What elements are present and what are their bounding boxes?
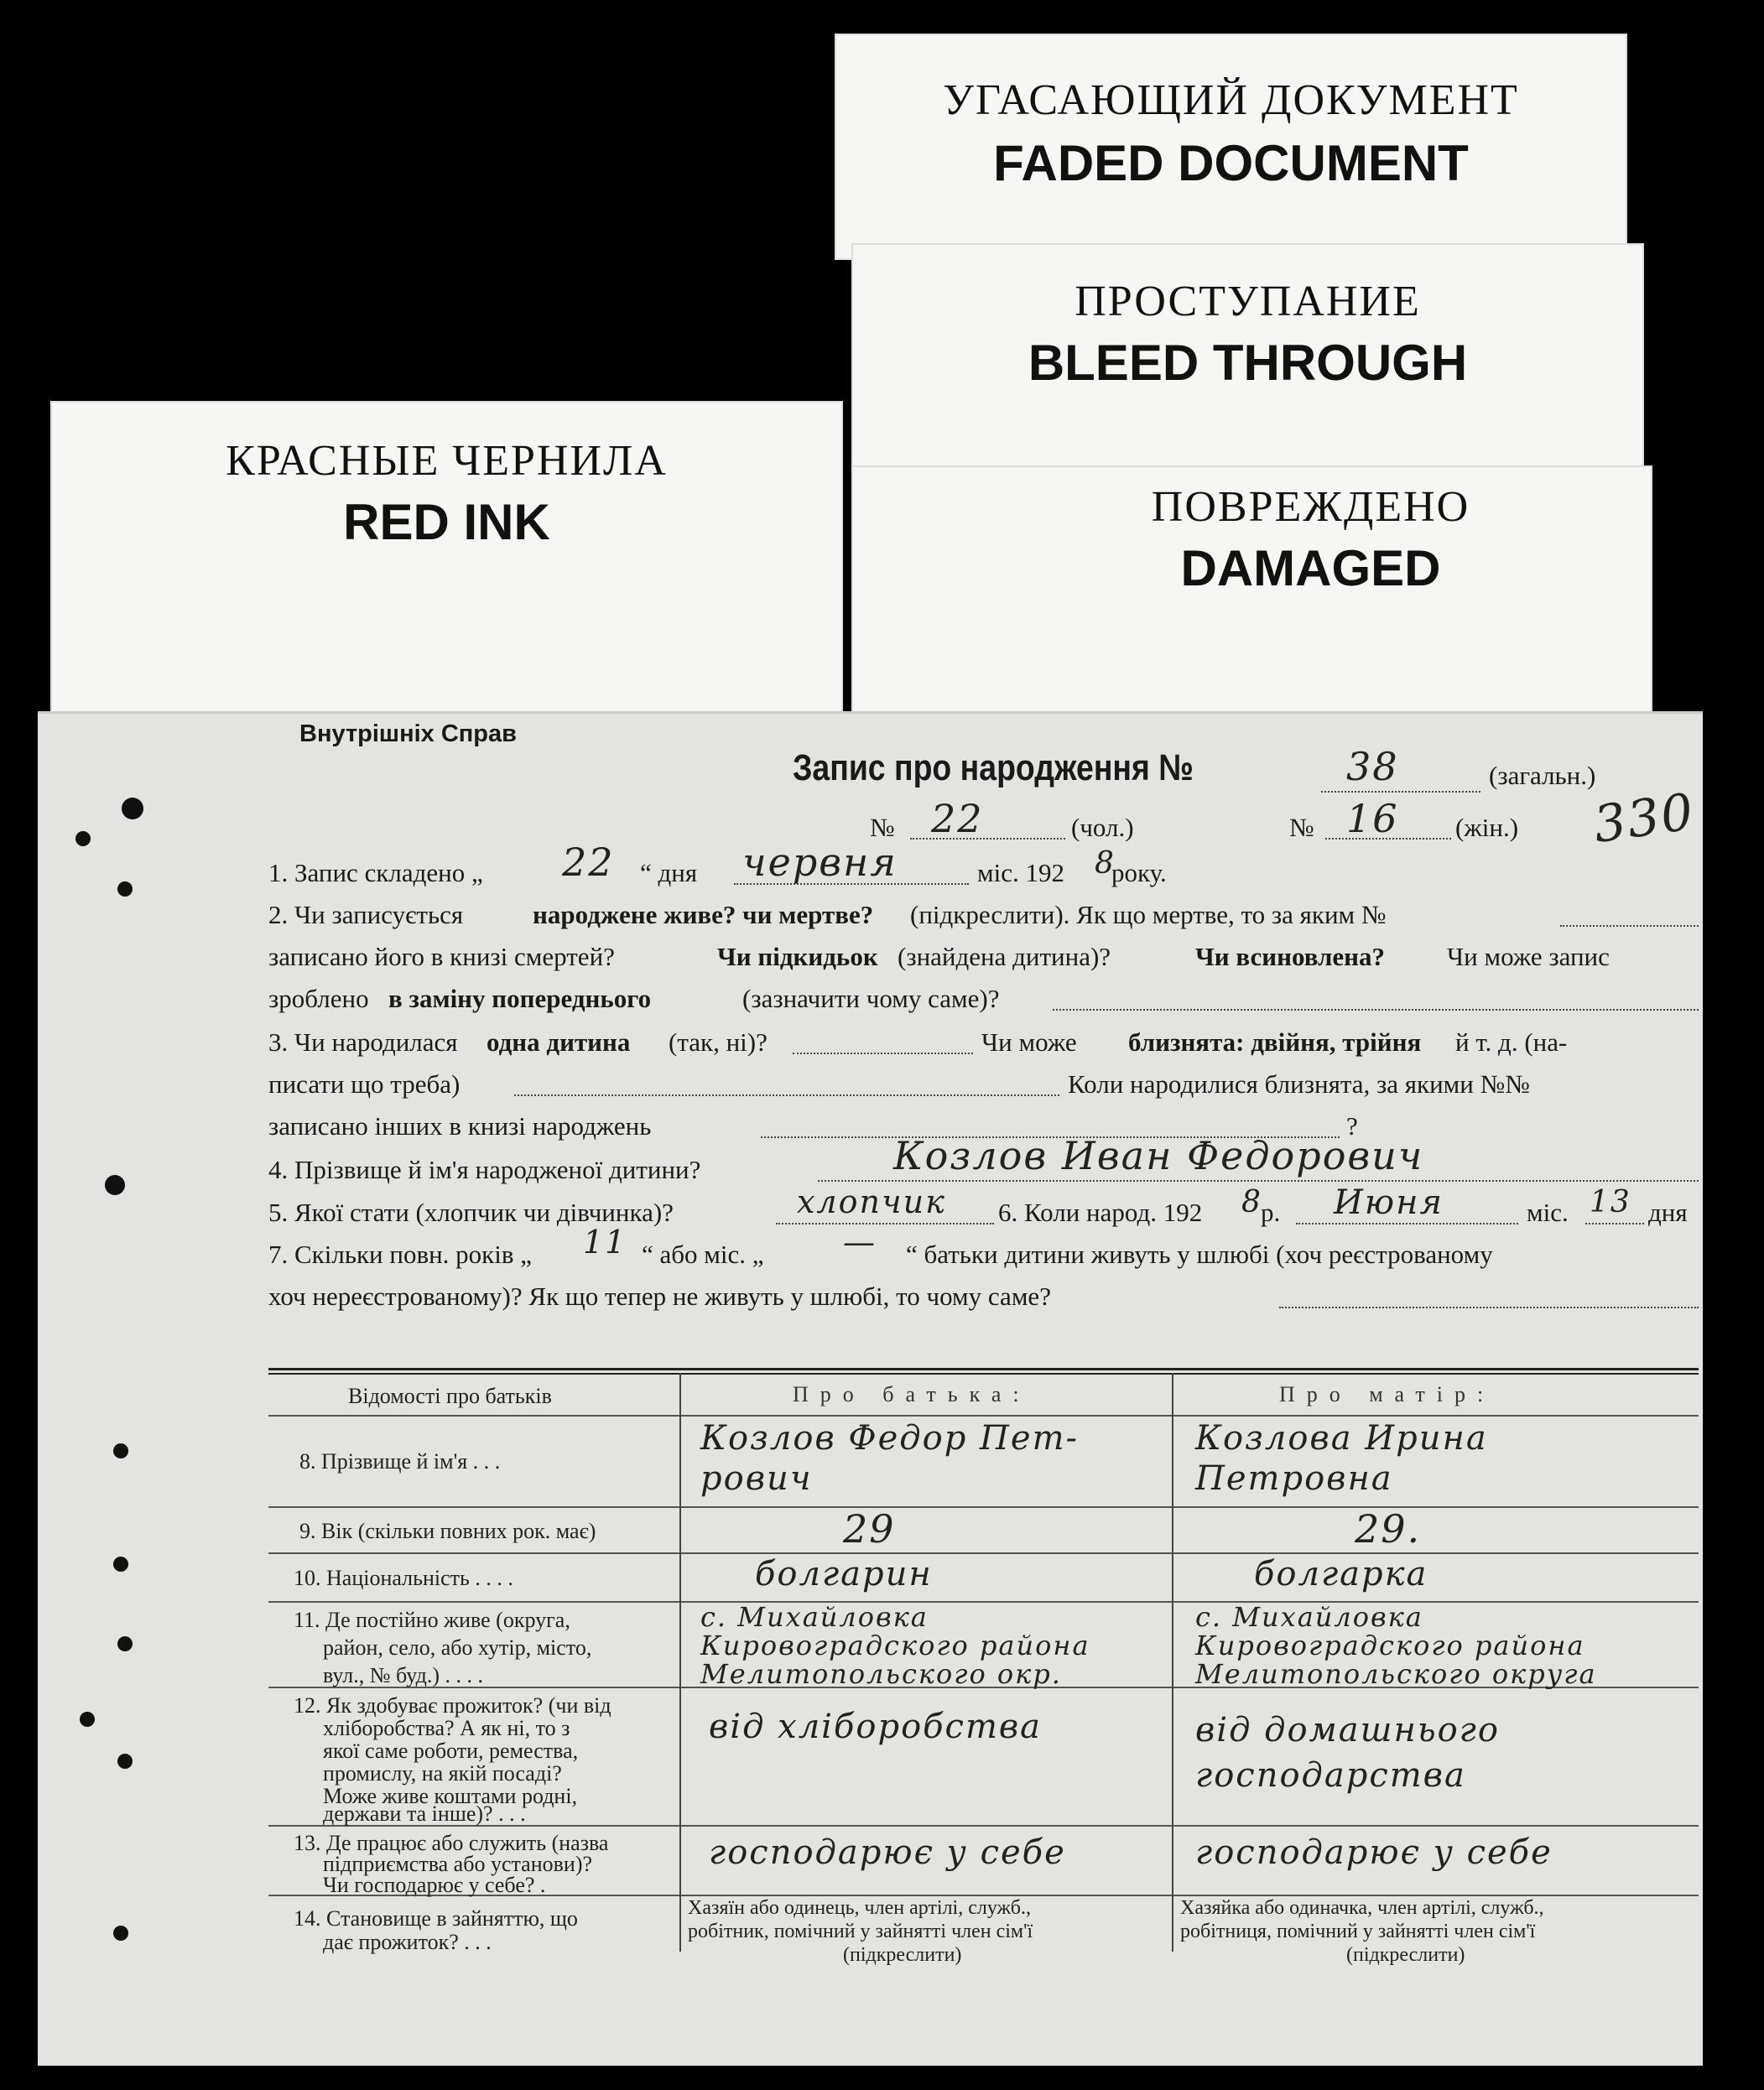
q3-l2-a: писати що треба) (268, 1069, 461, 1099)
q4-text: 4. Прізвище й ім'я народженої дитини? (268, 1155, 701, 1184)
hw-mother-work: господарює у себе (1195, 1833, 1553, 1872)
row9-label: 9. Вік (скільки повних рок. має) (299, 1519, 596, 1543)
hw-birth-month: Июня (1334, 1183, 1444, 1222)
row14-label-2: дає прожиток? . . . (323, 1930, 492, 1954)
q3-l3-b: ? (1346, 1111, 1358, 1141)
row12-label-2: хліборобства? А як ні, то з (323, 1716, 570, 1740)
ministry-heading: Внутрішніх Справ (299, 720, 517, 747)
table-col-divider (679, 1373, 681, 1952)
q7-answer-line (1279, 1307, 1699, 1308)
mother-status-print-1: Хазяйка або одиначка, член артілі, служб., (1180, 1897, 1544, 1919)
hw-father-name: Козлов Федор Пет- рович (700, 1419, 1080, 1498)
birth-day-line (1585, 1223, 1644, 1224)
q3-l1-a: 3. Чи народилася (268, 1027, 458, 1057)
q6-text-a: 6. Коли народ. 192 (998, 1198, 1203, 1227)
punch-hole (113, 1926, 128, 1941)
birth-record-form (38, 711, 1703, 2066)
hw-mother-age: 29. (1355, 1506, 1422, 1552)
hw-day: 22 (562, 840, 615, 885)
father-status-print-1: Хазяїн або одинець, член артілі, служб., (688, 1897, 1031, 1919)
father-status-print-3: (підкреслити) (843, 1944, 962, 1966)
punch-hole (113, 1557, 128, 1572)
birth-month-line (1296, 1223, 1518, 1224)
punch-hole (117, 1636, 133, 1651)
row11-label-3: вул., № буд.) . . . . (323, 1663, 484, 1687)
q2-l3-b: в заміну попереднього (388, 984, 652, 1013)
male-no-sign: № (870, 813, 895, 842)
table-row-divider (268, 1506, 1699, 1508)
row12-label-1: 12. Як здобуває прожиток? (чи від (294, 1693, 611, 1718)
female-label: (жін.) (1455, 813, 1519, 842)
faded-document-card (835, 34, 1627, 260)
q2-answer-line (1053, 1009, 1699, 1011)
q3-l1-e: близнята: двійня, трійня (1128, 1027, 1422, 1057)
hw-birth-day: 13 (1590, 1185, 1631, 1219)
hw-mother-name: Козлова Ирина Петровна (1195, 1419, 1488, 1498)
hw-father-nationality: болгарин (755, 1555, 933, 1593)
row13-label-2: підприємства або установи)? (323, 1852, 593, 1876)
q2-l1-c: (підкреслити). Як що мертве, то за яким № (910, 900, 1387, 929)
hw-mother-residence: с. Михайловка Кировоградского района Мелитопольского округа (1195, 1601, 1597, 1690)
q1-text-a: 1. Запис складено „ (268, 858, 483, 887)
hw-sex: хлопчик (797, 1183, 946, 1220)
damaged-card (851, 465, 1652, 725)
header-mother: Про матір: (1279, 1382, 1496, 1406)
hw-father-work: господарює у себе (709, 1833, 1066, 1872)
hw-mother-livelihood: від домашнього господарства (1195, 1711, 1500, 1795)
q2-l1-a: 2. Чи записується (268, 900, 464, 929)
hw-year-digit: 8 (1095, 846, 1116, 881)
q3-l1-f: й т. д. (на- (1455, 1027, 1568, 1057)
mother-status-print-3: (підкреслити) (1346, 1944, 1465, 1966)
red-en-label: RED INK (343, 494, 550, 550)
hw-father-residence: с. Михайловка Кировоградского района Мелитопольского окр. (700, 1601, 1090, 1690)
bleed-ru-label: ПРОСТУПАНИЕ (1075, 278, 1421, 325)
q2-l2-d: Чи всиновлена? (1195, 942, 1386, 971)
sex-line (776, 1223, 994, 1224)
table-row-divider (268, 1552, 1699, 1554)
q3-l2-b: Коли народилися близнята, за якими №№ (1068, 1069, 1530, 1099)
q2-l2-c: (знайдена дитина)? (898, 942, 1111, 971)
bleed-en-label: BLEED THROUGH (1028, 335, 1468, 391)
row12-label-3: якої саме роботи, ремества, (323, 1739, 579, 1763)
row11-label-2: район, село, або хутір, місто, (323, 1635, 592, 1660)
row8-label: 8. Прізвище й ім'я . . . (299, 1449, 501, 1474)
hw-male-number: 22 (931, 796, 984, 841)
q6-text-c: міс. (1527, 1198, 1569, 1227)
hw-birth-year-digit: 8 (1241, 1185, 1262, 1219)
red-ru-label: КРАСНЫЕ ЧЕРНИЛА (226, 437, 668, 485)
punch-hole (117, 881, 133, 897)
table-col-divider (1172, 1373, 1173, 1952)
table-row-divider (268, 1415, 1699, 1417)
red-ink-card (50, 401, 843, 732)
table-top-rule-2 (268, 1373, 1699, 1375)
header-parents-info: Відомості про батьків (348, 1384, 552, 1408)
row13-label-3: Чи господарює у себе? . (323, 1873, 546, 1897)
total-number-line (1321, 791, 1480, 793)
punch-hole (80, 1712, 95, 1727)
hw-month: червня (742, 840, 898, 885)
q7-l1-a: 7. Скільки повн. років „ (268, 1240, 532, 1269)
hw-child-name: Козлов Иван Федорович (893, 1133, 1424, 1178)
hw-total-number: 38 (1346, 744, 1399, 789)
q2-l2-b: Чи підкидьок (717, 942, 878, 971)
q1-text-b: “ дня (640, 858, 698, 887)
hw-margin-number: 330 (1590, 782, 1699, 855)
table-top-rule (268, 1368, 1699, 1370)
punch-hole (113, 1443, 128, 1458)
bleed-through-card (851, 243, 1644, 486)
header-father: Про батька: (793, 1382, 1031, 1406)
q1-text-d: року. (1111, 858, 1167, 887)
q2-l2-a: записано його в книзі смертей? (268, 942, 615, 971)
q2-l2-e: Чи може запис (1447, 942, 1610, 971)
row11-label-1: 11. Де постійно живе (округа, (294, 1608, 570, 1632)
child-name-line (818, 1180, 1699, 1182)
q5-text: 5. Якої стати (хлопчик чи дівчинка)? (268, 1198, 674, 1227)
q2-l1-b: народжене живе? чи мертве? (533, 900, 874, 929)
damaged-en-label: DAMAGED (1180, 540, 1441, 596)
q6-text-b: р. (1261, 1198, 1281, 1227)
q7-l1-b: “ або міс. „ (642, 1240, 764, 1269)
q3-twins-line (514, 1094, 1059, 1096)
q3-l1-c: (так, ні)? (669, 1027, 768, 1057)
hw-months-married: — (843, 1224, 877, 1261)
q1-text-c: міс. 192 (977, 858, 1064, 887)
row12-label-5: Може живе коштами родні, (323, 1784, 578, 1808)
punch-hole (105, 1175, 125, 1195)
female-no-sign: № (1289, 813, 1314, 842)
total-label: (загальн.) (1489, 761, 1596, 790)
row13-label-1: 13. Де працює або служить (назва (294, 1831, 609, 1855)
row10-label: 10. Національність . . . . (294, 1566, 513, 1590)
punch-hole (117, 1754, 133, 1769)
father-status-print-2: робітник, помічний у зайнятті член сім'ї (688, 1921, 1033, 1942)
hw-father-livelihood: від хліборобства (709, 1708, 1043, 1746)
hw-female-number: 16 (1346, 796, 1399, 841)
q2-l3-c: (зазначити чому саме)? (742, 984, 1000, 1013)
hw-years-married: 11 (583, 1224, 627, 1261)
q6-text-d: дня (1648, 1198, 1688, 1227)
faded-en-label: FADED DOCUMENT (993, 135, 1469, 191)
punch-hole (75, 831, 91, 846)
q7-l1-c: “ батьки дитини живуть у шлюбі (хоч реєстрованому (906, 1240, 1493, 1269)
form-title: Запис про народження № (793, 747, 1194, 788)
death-number-line (1560, 925, 1699, 927)
q2-l3-a: зроблено (268, 984, 369, 1013)
q3-single-line (793, 1053, 973, 1054)
mother-status-print-2: робітниця, помічний у зайнятті член сім'ї (1180, 1921, 1536, 1942)
damaged-ru-label: ПОВРЕЖДЕНО (1151, 483, 1470, 531)
male-label: (чол.) (1071, 813, 1134, 842)
q3-l1-d: Чи може (981, 1027, 1077, 1057)
q7-l2: хоч нереєстрованому)? Як що тепер не живуть у шлюбі, то чому саме? (268, 1282, 1051, 1311)
q3-l1-b: одна дитина (487, 1027, 631, 1057)
faded-ru-label: УГАСАЮЩИЙ ДОКУМЕНТ (943, 76, 1519, 124)
row12-label-6: держави та інше)? . . . (323, 1801, 526, 1826)
row12-label-4: промислу, на якій посаді? (323, 1761, 562, 1786)
q3-l3-a: записано інших в книзі народжень (268, 1111, 652, 1141)
punch-hole (122, 798, 143, 819)
hw-mother-nationality: болгарка (1254, 1555, 1428, 1593)
row14-label-1: 14. Становище в зайняттю, що (294, 1906, 578, 1931)
hw-father-age: 29 (843, 1506, 896, 1552)
